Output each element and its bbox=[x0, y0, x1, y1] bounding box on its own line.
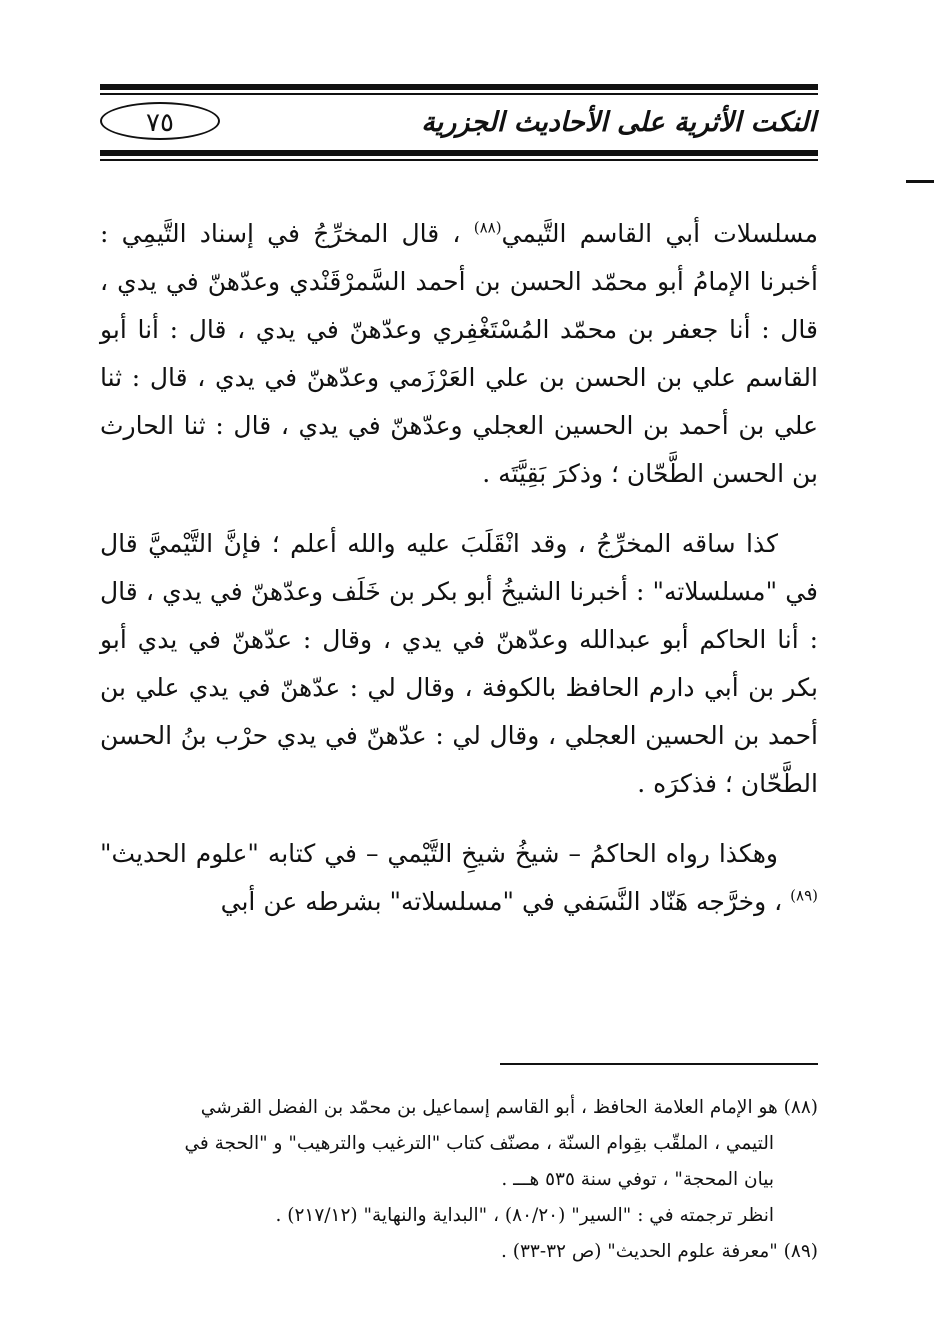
header-rule-bottom-thick bbox=[100, 150, 818, 156]
footnote-88-line-3: بيان المحجة" ، توفي سنة ٥٣٥ هـــ . bbox=[501, 1169, 774, 1190]
header-rule-bottom-thin bbox=[100, 159, 818, 161]
paragraph-2: كذا ساقه المخرِّجُ ، وقد انْقَلَبَ عليه والله أعلم ؛ فإنَّ التَّيْميَّ قال في "مسلسلاته" : أخبرنا الشيخُ أبو بكر بن خَلَف وعدّهنّ في يدي ، قال : أنا الحاكم أبو عبدالله وعدّهنّ في يدي ، وقال : عدّهنّ في يدي أبو بكر بن أبي دارم الحافظ بالكوفة ، وقال لي : عدّهنّ في يدي علي بن أحمد بن الحسين العجلي ، وقال لي : عدّهنّ في يدي حرْب بنُ الحسن الطَّحّان ؛ فذكرَه . bbox=[100, 529, 818, 798]
paragraph-1-rest: ، قال المخرِّجُ في إسناد التَّيمِي : أخبرنا الإمامُ أبو محمّد الحسن بن أحمد السَّمرْقَنْدي وعدّهنّ في يدي ، قال : أنا جعفر بن محمّد المُسْتَغْفِري وعدّهنّ في يدي ، قال : أنا أبو القاسم علي بن الحسن بن علي العَرْزَمي وعدّهنّ في يدي ، قال : ثنا علي بن أحمد بن الحسين العجلي وعدّهنّ في يدي ، قال : ثنا الحارث بن الحسن الطَّحّان ؛ وذكرَ بَقِيَّتَه . bbox=[100, 219, 818, 488]
page-number: ٧٥ bbox=[146, 108, 174, 138]
footnote-88-reference: انظر ترجمته في : "السير" (٨٠/٢٠) ، "البداية والنهاية" (٢١٧/١٢) . bbox=[275, 1205, 774, 1226]
margin-mark bbox=[906, 180, 934, 183]
paragraph-3-rest: ، وخرَّجه هَنّاد النَّسَفي في "مسلسلاته" بشرطه عن أبي bbox=[220, 887, 791, 916]
footnotes bbox=[100, 1090, 818, 1270]
running-title: النكت الأثرية على الأحاديث الجزرية bbox=[421, 107, 816, 138]
footnote-89: (٨٩) "معرفة علوم الحديث" (ص ٣٢-٣٣) . bbox=[500, 1241, 818, 1262]
footnote-88-line-1: (٨٨) هو الإمام العلامة الحافظ ، أبو القاسم إسماعيل بن محمّد بن الفضل القرشي bbox=[200, 1097, 818, 1118]
page-number-oval bbox=[100, 102, 220, 140]
paragraph-1-start: مسلسلات أبي القاسم التَّيمي bbox=[501, 219, 818, 248]
footnote-separator bbox=[500, 1063, 818, 1065]
header-rule-top-thick bbox=[100, 84, 818, 90]
paragraph-3-start: وهكذا رواه الحاكمُ – شيخُ شيخِ التَّيْمي – في كتابه "علوم الحديث" bbox=[100, 839, 778, 868]
footnote-ref-89: (٨٩) bbox=[790, 886, 818, 905]
footnote-88-line-2: التيمي ، الملقّب بقِوام السنّة ، مصنّف كتاب "الترغيب والترهيب" و "الحجة في bbox=[184, 1133, 774, 1154]
main-text bbox=[100, 210, 818, 948]
header-rule-top-thin bbox=[100, 93, 818, 95]
paragraph-3 bbox=[100, 830, 818, 926]
footnote-ref-88: (٨٨) bbox=[473, 218, 502, 237]
paragraph-1 bbox=[100, 210, 818, 498]
